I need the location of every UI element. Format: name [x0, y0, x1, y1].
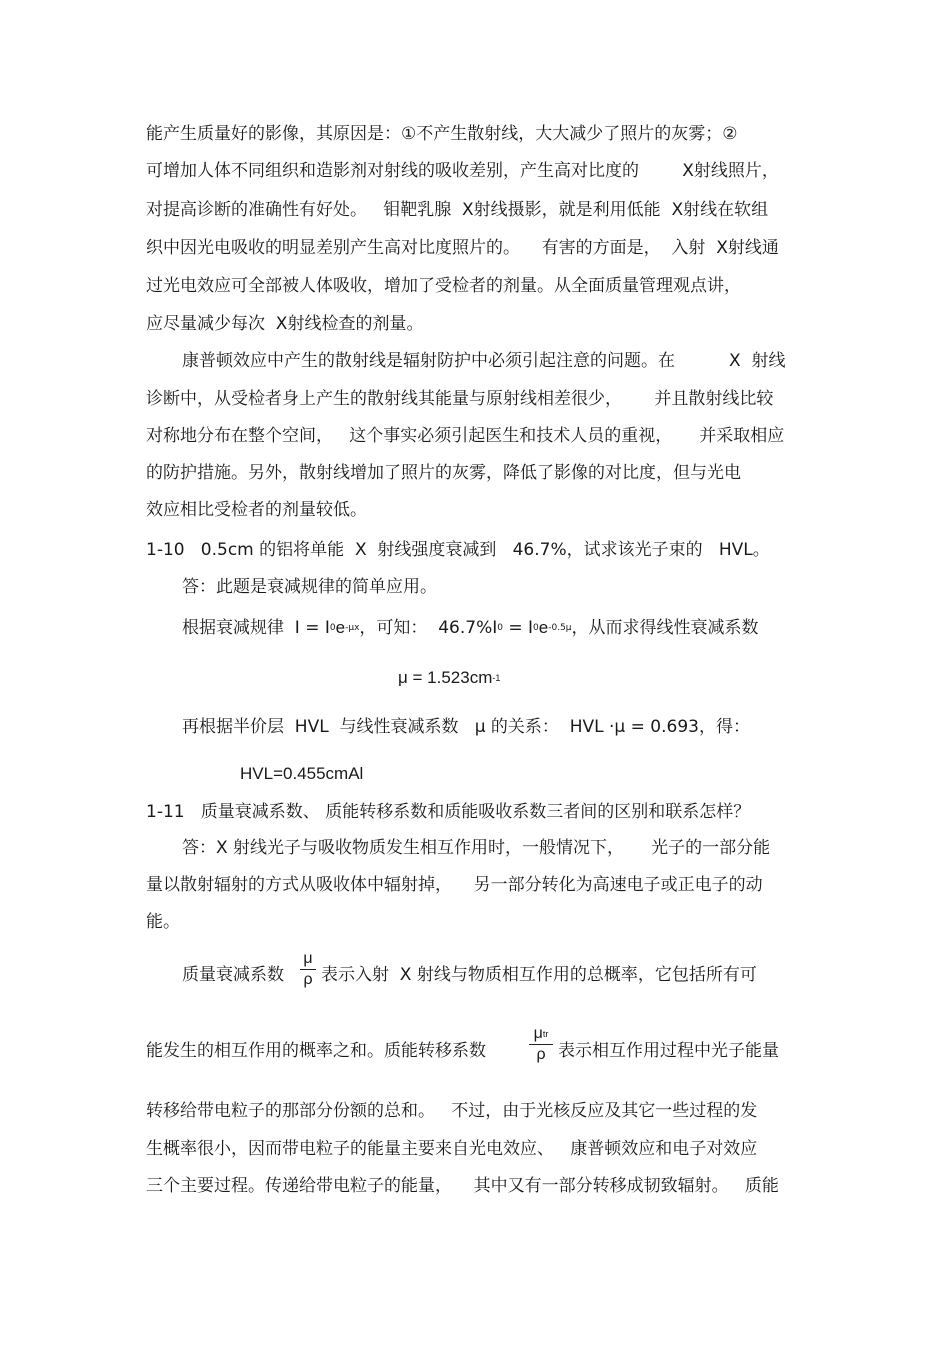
- text-line: 质量衰减系数: [182, 965, 284, 985]
- answer-line: 答：X 射线光子与吸收物质发生相互作用时，一般情况下， 光子的一部分能: [182, 838, 771, 858]
- text-line: 的防护措施。另外，散射线增加了照片的灰雾，降低了影像的对比度，但与光电: [146, 463, 741, 483]
- hvl-relation-line: 再根据半价层 HVL 与线性衰减系数 μ 的关系： HVL ·μ = 0.693，得：: [182, 717, 750, 737]
- question-heading: 1-11 质量衰减系数、 质能转移系数和质能吸收系数三者间的区别和联系怎样？: [146, 802, 751, 822]
- text-line: 对提高诊断的准确性有好处。 钼靶乳腺 X射线摄影，就是利用低能 X射线在软组: [146, 200, 769, 220]
- text-line: 三个主要过程。传递给带电粒子的能量， 其中又有一部分转移成韧致辐射。 质能: [146, 1176, 779, 1196]
- text-line: 量以散射辐射的方式从吸收体中辐射掉， 另一部分转化为高速电子或正电子的动: [146, 875, 763, 895]
- mass-attenuation-fraction: μ ρ: [300, 950, 316, 989]
- text-line: 织中因光电吸收的明显差别产生高对比度照片的。 有害的方面是， 入射 X射线通: [146, 238, 779, 258]
- text-line: 对称地分布在整个空间， 这个事实必须引起医生和技术人员的重视， 并采取相应: [146, 426, 785, 446]
- hvl-result: HVL=0.455cmAl: [240, 764, 364, 783]
- text-line: 康普顿效应中产生的散射线是辐射防护中必须引起注意的问题。在 X 射线: [182, 351, 786, 371]
- text-line: 转移给带电粒子的那部分份额的总和。 不过，由于光核反应及其它一些过程的发: [146, 1101, 758, 1121]
- text-line: 能产生质量好的影像，其原因是：①不产生散射线，大大减少了照片的灰雾；②: [146, 124, 738, 144]
- text-line: 能发生的相互作用的概率之和。质能转移系数: [146, 1041, 486, 1061]
- mass-energy-transfer-fraction: $\mu^{tr}$ ρ: [529, 1025, 553, 1064]
- mu-result: $\mu = 1.523cm^{-1}$: [398, 668, 501, 687]
- attenuation-law-line: 根据衰减规律 $I = I_0e^{-\mu x}$，可知： $46.7\%I_0 = I_0e^{-0.5\mu}$，从而求得线性衰减系数: [182, 618, 759, 638]
- text-line: 过光电效应可全部被人体吸收，增加了受检者的剂量。从全面质量管理观点讲，: [146, 276, 741, 296]
- text-line: 表示入射 X 射线与物质相互作用的总概率，它包括所有可: [321, 965, 757, 985]
- text-line: 能。: [146, 912, 180, 932]
- text-line: 生概率很小，因而带电粒子的能量主要来自光电效应、 康普顿效应和电子对效应: [146, 1139, 758, 1159]
- text-line: 效应相比受检者的剂量较低。: [146, 500, 367, 520]
- text-line: 诊断中，从受检者身上产生的散射线其能量与原射线相差很少， 并且散射线比较: [146, 389, 774, 409]
- question-heading: 1-10 0.5cm 的铝将单能 X 射线强度衰减到 46.7%，试求该光子束的 HVL。: [146, 540, 770, 560]
- answer-line: 答：此题是衰减规律的简单应用。: [182, 577, 437, 597]
- text-line: 表示相互作用过程中光子能量: [558, 1041, 779, 1061]
- text-line: 应尽量减少每次 X射线检查的剂量。: [146, 314, 424, 334]
- text-line: 可增加人体不同组织和造影剂对射线的吸收差别，产生高对比度的 X射线照片，: [146, 161, 779, 181]
